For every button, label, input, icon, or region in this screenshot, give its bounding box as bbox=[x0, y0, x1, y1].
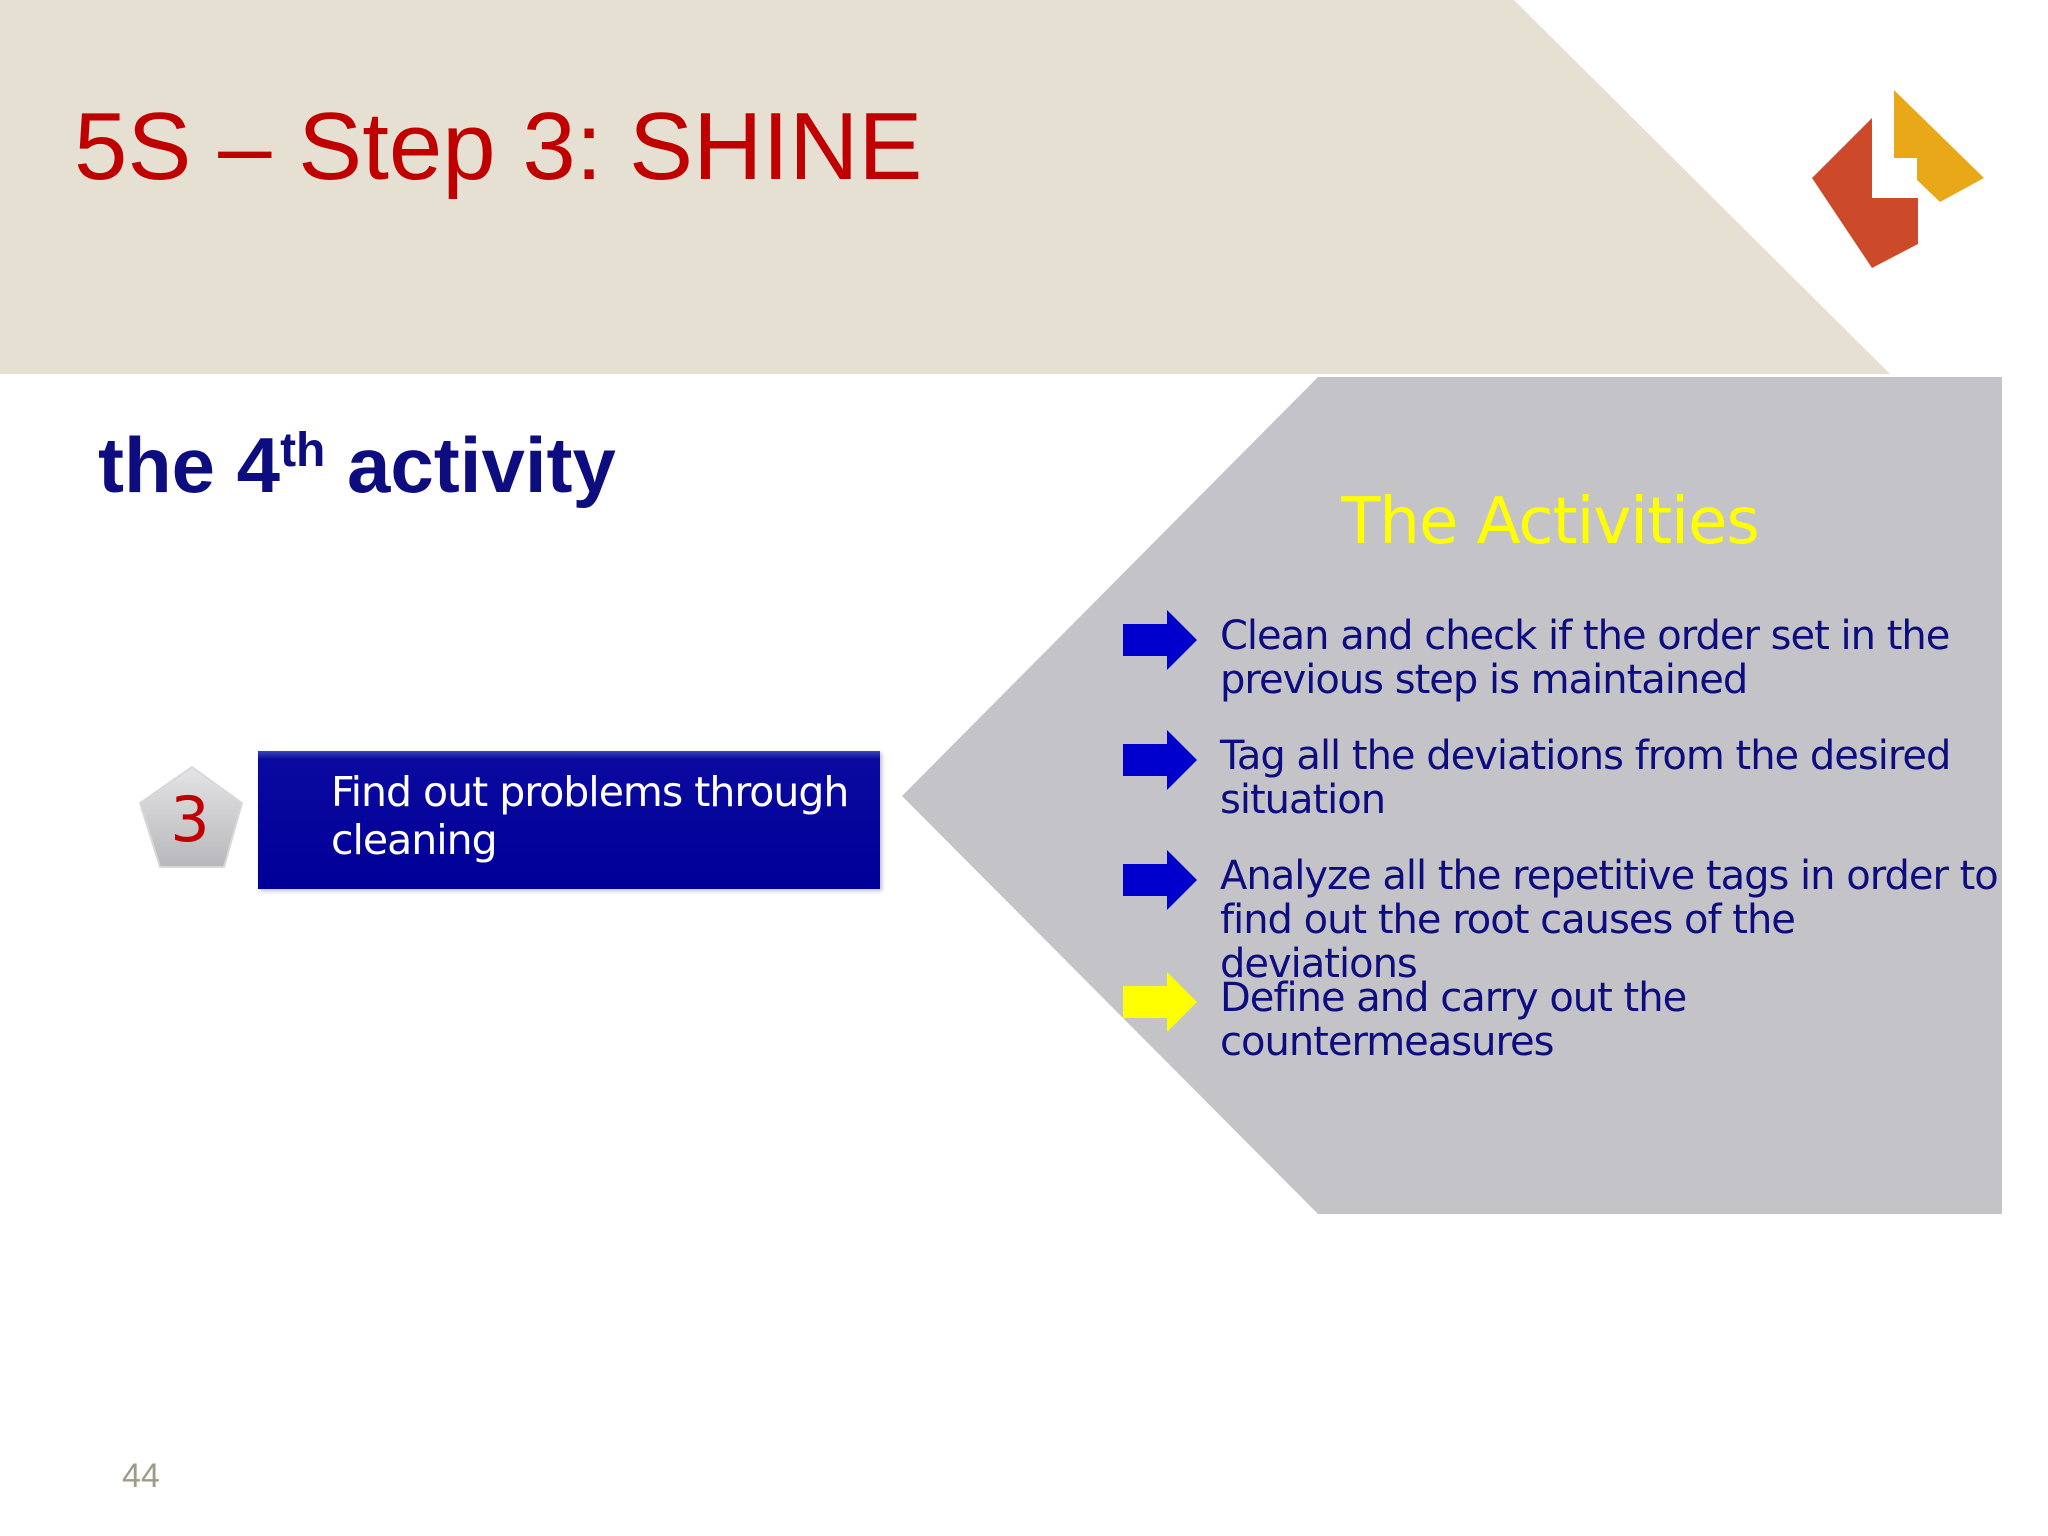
activities-title: The Activities bbox=[1341, 485, 1759, 559]
activity-item-text: Tag all the deviations from the desired situation bbox=[1220, 733, 1951, 823]
arrow-right-icon bbox=[1121, 728, 1199, 792]
arrow-shape bbox=[1123, 850, 1197, 910]
step-text: Find out problems through cleaning bbox=[331, 768, 849, 864]
company-logo bbox=[1812, 90, 1984, 268]
arrow-right-icon bbox=[1121, 848, 1199, 912]
arrow-shape bbox=[1123, 730, 1197, 790]
slide-subtitle bbox=[98, 420, 616, 510]
step-number: 3 bbox=[170, 783, 210, 856]
arrow-shape bbox=[1123, 972, 1197, 1032]
arrow-right-icon bbox=[1121, 608, 1199, 672]
activity-item-text: Clean and check if the order set in the previous step is maintained bbox=[1220, 613, 1950, 703]
page-number: 44 bbox=[122, 1457, 160, 1495]
slide-title: 5S – Step 3: SHINE bbox=[74, 93, 923, 200]
subtitle-superscript: th bbox=[280, 424, 326, 477]
activity-item-text: Define and carry out the countermeasures bbox=[1220, 975, 1687, 1065]
arrow-right-icon bbox=[1121, 970, 1199, 1034]
subtitle-prefix: the 4 bbox=[98, 421, 281, 509]
activity-item-text: Analyze all the repetitive tags in order to find out the root causes of the deviations bbox=[1220, 853, 1998, 987]
subtitle-suffix: activity bbox=[325, 421, 616, 509]
arrow-shape bbox=[1123, 610, 1197, 670]
